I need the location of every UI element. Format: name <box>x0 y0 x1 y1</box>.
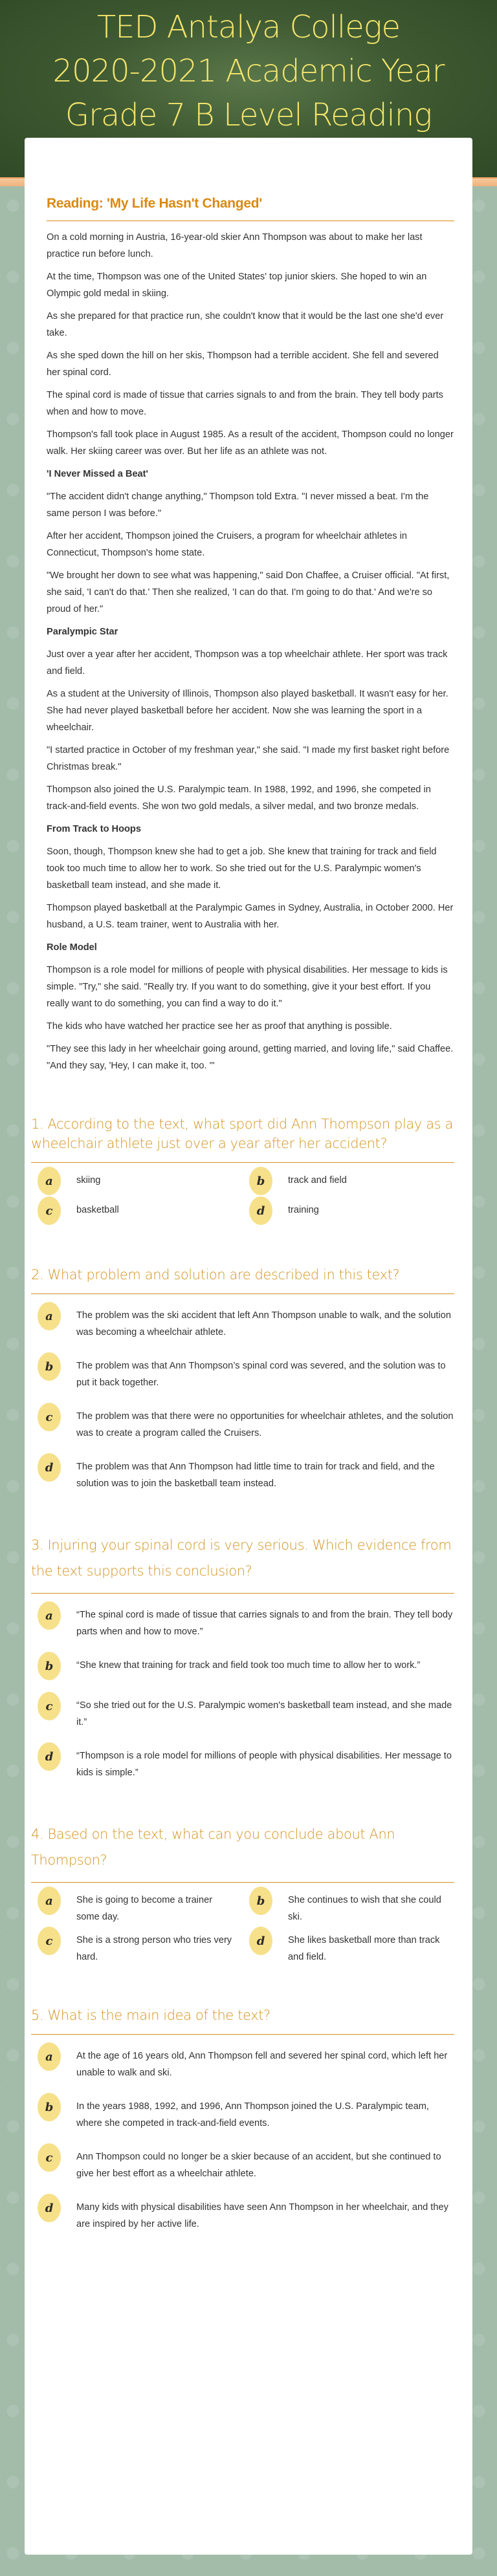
option-letter-badge: c <box>38 1927 61 1955</box>
option-letter-badge: c <box>38 1692 61 1720</box>
answer-option-b[interactable] <box>31 1656 454 1680</box>
option-text: The problem was that Ann Thompson’s spinal cord was severed, and the solution was to put it back together. <box>76 1361 446 1388</box>
paragraph: "We brought her down to see what was happening," said Don Chaffee, a Cruiser official. "At first, she said, 'I can't do that.' Then she realized, 'I can do that. I'm going to do that.' And we're so proud of her." <box>47 570 450 614</box>
answer-option-c[interactable] <box>31 2147 454 2182</box>
option-letter-badge: c <box>38 1196 61 1225</box>
option-text: training <box>288 1205 319 1215</box>
option-letter-badge: b <box>249 1167 272 1195</box>
content-card <box>25 138 472 2555</box>
option-letter-badge: a <box>38 1167 61 1195</box>
title-line-school: TED Antalya College <box>96 9 401 45</box>
question-5 <box>31 2006 454 2233</box>
option-text: She continues to wish that she could ski. <box>288 1895 441 1922</box>
paragraph: Thompson played basketball at the Paralympic Games in Sydney, Australia, in October 2000. Her husband, a U.S. team trainer, went to Australia with her. <box>47 903 454 930</box>
paragraph: Thompson also joined the U.S. Paralympic team. In 1988, 1992, and 1996, she competed in track-and-field events. She won two gold medals, a silver medal, and two bronze medals. <box>47 785 431 812</box>
paragraph: On a cold morning in Austria, 16-year-old skier Ann Thompson was about to make her last practice run before lunch. <box>47 232 423 259</box>
option-letter-badge: a <box>38 1302 61 1330</box>
answer-option-c[interactable] <box>31 1931 243 1965</box>
option-letter-badge: a <box>38 1887 61 1915</box>
option-text: “Thompson is a role model for millions of people with physical disabilities. Her message to kids is simple.” <box>76 1751 452 1778</box>
option-letter-badge: a <box>38 1601 61 1630</box>
section-subheading: From Track to Hoops <box>47 824 141 834</box>
answer-option-a[interactable] <box>31 1605 454 1640</box>
section-subheading: Role Model <box>47 942 97 953</box>
option-letter-badge: c <box>38 2143 61 2172</box>
paragraph: As she sped down the hill on her skis, Thompson had a terrible accident. She fell and severed her spinal cord. <box>47 351 439 378</box>
paragraph: "I started practice in October of my freshman year," she said. "I made my first basket right before Christmas break." <box>47 745 450 772</box>
answer-option-c[interactable] <box>31 1200 243 1225</box>
option-letter-badge: d <box>249 1927 272 1955</box>
option-text: She likes basketball more than track and field. <box>288 1935 440 1962</box>
option-letter-badge: b <box>38 1352 61 1381</box>
option-letter-badge: b <box>249 1887 272 1915</box>
option-text: At the age of 16 years old, Ann Thompson fell and severed her spinal cord, which left her unable to walk and ski. <box>76 2051 448 2078</box>
answer-option-a[interactable] <box>31 2046 454 2081</box>
paragraph: At the time, Thompson was one of the United States' top junior skiers. She hoped to win an Olympic gold medal in skiing. <box>47 272 427 299</box>
question-title: 3. Injuring your spinal cord is very serious. Which evidence from the text supports this conclusion? <box>31 1532 454 1594</box>
option-letter-badge: b <box>38 1652 61 1680</box>
answer-options <box>31 1890 454 1965</box>
option-text: Many kids with physical disabilities have seen Ann Thompson in her wheelchair, and they are inspired by her active life. <box>76 2202 448 2229</box>
paragraph: As a student at the University of Illinois, Thompson also played basketball. It wasn't easy for her. She had never played basketball before her accident. Now she was learning the sport in a wheelchair. <box>47 689 448 733</box>
paragraph: Thompson is a role model for millions of people with physical disabilities. Her message to kids is simple. "Try," she said. "Really try. If you want to do something, give it your best effort. If you really want to do something, you can find a way to do it." <box>47 965 448 1009</box>
section-subheading: 'I Never Missed a Beat' <box>47 469 149 479</box>
option-text: track and field <box>288 1175 347 1185</box>
answer-option-d[interactable] <box>31 1746 454 1781</box>
answer-option-d[interactable] <box>31 1457 454 1492</box>
option-text: She is a strong person who tries very hard. <box>76 1935 232 1962</box>
paragraph: Just over a year after her accident, Thompson was a top wheelchair athlete. Her sport was track and field. <box>47 649 448 676</box>
answer-option-b[interactable] <box>243 1890 454 1925</box>
paragraph: "The accident didn't change anything," Thompson told Extra. "I never missed a beat. I'm the same person I was before." <box>47 492 429 519</box>
question-2 <box>31 1265 454 1492</box>
option-text: “She knew that training for track and field took too much time to allow her to work.” <box>76 1660 421 1671</box>
answer-option-a[interactable] <box>31 1171 243 1195</box>
question-title: 2. What problem and solution are described in this text? <box>31 1265 454 1294</box>
option-text: The problem was the ski accident that left Ann Thompson unable to walk, and the solution was becoming a wheelchair athlete. <box>76 1310 451 1337</box>
answer-option-c[interactable] <box>31 1696 454 1731</box>
paragraph: "They see this lady in her wheelchair going around, getting married, and loving life," said Chaffee. "And they say, 'Hey, I can make it, too. '" <box>47 1044 454 1071</box>
option-text: She is going to become a trainer some day. <box>76 1895 213 1922</box>
option-letter-badge: d <box>38 1742 61 1771</box>
answer-option-a[interactable] <box>31 1890 243 1925</box>
reading-body <box>47 229 454 1074</box>
paragraph: As she prepared for that practice run, she couldn't know that it would be the last one she'd ever take. <box>47 311 444 338</box>
title-line-year: 2020-2021 Academic Year <box>52 53 445 89</box>
answer-option-d[interactable] <box>243 1200 454 1225</box>
option-letter-badge: d <box>38 2194 61 2222</box>
question-4 <box>31 1821 454 1965</box>
answer-option-a[interactable] <box>31 1306 454 1341</box>
title-line-grade: Grade 7 B Level Reading <box>65 97 432 133</box>
paragraph: The spinal cord is made of tissue that carries signals to and from the brain. They tell body parts when and how to move. <box>47 390 443 417</box>
option-letter-badge: d <box>38 1453 61 1482</box>
answer-option-b[interactable] <box>31 2097 454 2132</box>
option-letter-badge: b <box>38 2093 61 2121</box>
option-letter-badge: a <box>38 2042 61 2071</box>
page-title <box>0 0 497 137</box>
paragraph: Thompson's fall took place in August 1985. As a result of the accident, Thompson could no longer walk. Her skiing career was over. But her life as an athlete was not. <box>47 429 454 457</box>
option-text: In the years 1988, 1992, and 1996, Ann Thompson joined the U.S. Paralympic team, where she competed in track-and-field events. <box>76 2101 429 2128</box>
answer-option-d[interactable] <box>31 2198 454 2233</box>
answer-option-b[interactable] <box>243 1171 454 1195</box>
question-3 <box>31 1532 454 1781</box>
question-title: 4. Based on the text, what can you conclude about Ann Thompson? <box>31 1821 454 1883</box>
option-text: The problem was that there were no opportunities for wheelchair athletes, and the solution was to create a program called the Cruisers. <box>76 1411 454 1438</box>
answer-option-d[interactable] <box>243 1931 454 1965</box>
reading-title: Reading: 'My Life Hasn't Changed' <box>47 196 454 221</box>
option-text: “The spinal cord is made of tissue that carries signals to and from the brain. They tell body parts when and how to move.” <box>76 1610 453 1637</box>
option-text: The problem was that Ann Thompson had little time to train for track and field, and the solution was to join the basketball team instead. <box>76 1462 435 1489</box>
question-title: 1. According to the text, what sport did Ann Thompson play as a wheelchair athlete just over a year after her accident? <box>31 1114 454 1163</box>
option-text: basketball <box>76 1205 119 1215</box>
questions-section <box>31 1114 454 2233</box>
question-1 <box>31 1114 454 1225</box>
answer-options <box>31 1302 454 1492</box>
answer-options <box>31 1601 454 1781</box>
option-text: “So she tried out for the U.S. Paralympic women's basketball team instead, and she made it.” <box>76 1700 452 1727</box>
option-text: Ann Thompson could no longer be a skier because of an accident, but she continued to give her best effort as a wheelchair athlete. <box>76 2152 441 2179</box>
answer-options <box>31 1171 454 1225</box>
option-letter-badge: c <box>38 1403 61 1431</box>
question-title: 5. What is the main idea of the text? <box>31 2006 454 2035</box>
answer-options <box>31 2042 454 2233</box>
paragraph: Soon, though, Thompson knew she had to get a job. She knew that training for track and field took too much time to allow her to work. So she tried out for the U.S. Paralympic women's basketball team instead, and she made it. <box>47 847 437 891</box>
answer-option-b[interactable] <box>31 1356 454 1391</box>
paragraph: After her accident, Thompson joined the Cruisers, a program for wheelchair athletes in Connecticut, Thompson's home state. <box>47 531 408 558</box>
answer-option-c[interactable] <box>31 1407 454 1442</box>
paragraph: The kids who have watched her practice see her as proof that anything is possible. <box>47 1021 392 1032</box>
option-text: skiing <box>76 1175 101 1185</box>
section-subheading: Paralympic Star <box>47 627 118 637</box>
option-letter-badge: d <box>249 1196 272 1225</box>
